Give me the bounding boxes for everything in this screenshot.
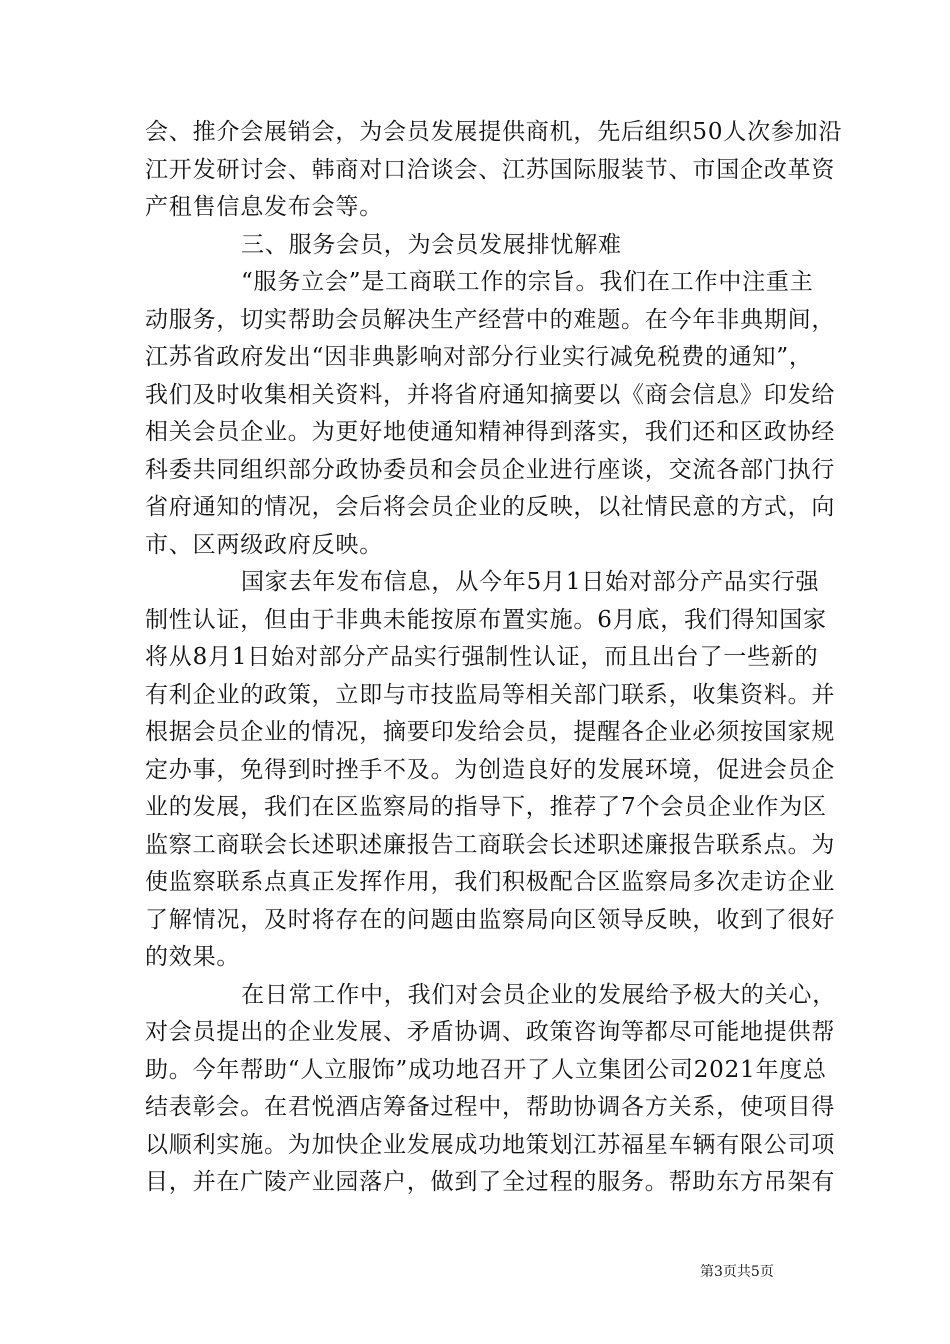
paragraph-start: 国家去年发布信息，从今年5月1日始对部分产品实行强 <box>241 569 820 595</box>
section-heading: 三、服务会员，为会员发展排忧解难 <box>241 231 622 258</box>
text-line: 江苏省政府发出“因非典影响对部分行业实行减免税费的通知”， <box>145 344 813 370</box>
text-line: 结表彰会。在君悦酒店筹备过程中，帮助协调各方关系，使项目得 <box>145 1094 836 1120</box>
document-body <box>145 114 843 1202</box>
text-line: 江开发研讨会、韩商对口洽谈会、江苏国际服装节、市国企改革资 <box>145 156 836 183</box>
paragraph-start: 在日常工作中，我们对会员企业的发展给予极大的关心， <box>241 981 836 1008</box>
text-line: 市、区两级政府反映。 <box>145 531 383 558</box>
text-line: 根据会员企业的情况，摘要印发给会员，提醒各企业必须按国家规 <box>145 719 836 745</box>
text-line: 使监察联系点真正发挥作用，我们积极配合区监察局多次走访企业 <box>145 869 836 895</box>
text-line: 了解情况，及时将存在的问题由监察局向区领导反映，收到了很好 <box>145 906 836 933</box>
text-line: 以顺利实施。为加快企业发展成功地策划江苏福星车辆有限公司项 <box>145 1131 836 1158</box>
text-line: 相关会员企业。为更好地使通知精神得到落实，我们还和区政协经 <box>145 419 836 445</box>
text-line: 监察工商联会长述职述廉报告工商联会长述职述廉报告联系点。为 <box>145 831 836 858</box>
text-line: 省府通知的情况，会后将会员企业的反映，以社情民意的方式，向 <box>145 494 836 520</box>
text-line: 的效果。 <box>145 944 241 970</box>
page-number: 第3页共5页 <box>700 1264 774 1280</box>
text-line: 对会员提出的企业发展、矛盾协调、政策咨询等都尽可能地提供帮 <box>145 1019 836 1045</box>
text-line: 有利企业的政策，立即与市技监局等相关部门联系，收集资料。并 <box>145 681 836 708</box>
text-line: 助。今年帮助“人立服饰”成功地召开了人立集团公司2021年度总 <box>145 1056 827 1083</box>
text-line: 会、推介会展销会，为会员发展提供商机，先后组织50人次参加沿 <box>145 119 843 145</box>
text-line: 定办事，免得到时挫手不及。为创造良好的发展环境，促进会员企 <box>145 756 836 783</box>
text-line: 动服务，切实帮助会员解决生产经营中的难题。在今年非典期间， <box>145 306 836 333</box>
text-line: 科委共同组织部分政协委员和会员企业进行座谈，交流各部门执行 <box>145 456 836 483</box>
paragraph-start: “服务立会”是工商联工作的宗旨。我们在工作中注重主 <box>241 269 814 295</box>
text-line: 制性认证，但由于非典未能按原布置实施。6月底，我们得知国家 <box>145 606 827 633</box>
text-line: 目，并在广陵产业园落户，做到了全过程的服务。帮助东方吊架有 <box>145 1169 836 1195</box>
text-line: 业的发展，我们在区监察局的指导下，推荐了7个会员企业作为区 <box>145 794 827 820</box>
text-line: 我们及时收集相关资料，并将省府通知摘要以《商会信息》印发给 <box>145 381 836 408</box>
text-line: 将从8月1日始对部分产品实行强制性认证，而且出台了一些新的 <box>145 644 819 670</box>
text-line: 产租售信息发布会等。 <box>145 194 383 220</box>
